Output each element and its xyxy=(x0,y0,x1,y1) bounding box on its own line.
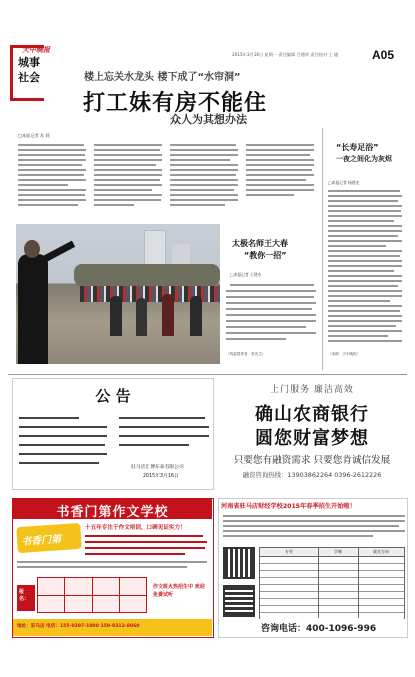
aside-body xyxy=(328,188,402,348)
aside-byline: □本报记者 杨建光 xyxy=(328,180,360,185)
photo-caption-line1: 太极名师王大春 xyxy=(232,239,288,248)
lead-body-columns xyxy=(18,142,316,216)
table-col-line xyxy=(358,548,359,618)
notice-company: 驻马店汇博东泰有限公司 xyxy=(131,465,184,470)
table-header-cell: 学制 xyxy=(334,549,342,554)
notice-body-left xyxy=(19,415,107,471)
qr-code[interactable] xyxy=(223,547,255,579)
bank-slogan: 只要您有融资需求 只要您肯诚信发展 xyxy=(233,455,391,466)
aside-story xyxy=(328,130,404,372)
lead-body-col-3 xyxy=(170,142,238,214)
photo-caption-line2: “教你一招” xyxy=(244,251,287,260)
table-header-cell: 就业方向 xyxy=(373,549,389,554)
major-table xyxy=(259,547,405,619)
photo-dancer xyxy=(162,294,174,336)
school-ad xyxy=(12,498,214,638)
school-logo-text: 书香门第 xyxy=(20,534,62,548)
lead-byline: □本报记者 苏 莉 xyxy=(18,133,50,138)
photo-dancer xyxy=(136,298,147,336)
table-rows xyxy=(260,557,404,619)
photo-source: （线索提供者：张先生） xyxy=(226,352,266,356)
section-line2: 社会 xyxy=(18,71,40,84)
notice-title: 公 告 xyxy=(95,387,131,405)
school-signup-label: 报名： xyxy=(17,585,35,611)
public-notice xyxy=(12,378,214,490)
lead-subhead: 众人为其想办法 xyxy=(170,113,247,126)
section-badge xyxy=(17,55,41,85)
school-logo xyxy=(16,523,82,553)
photo-performer-body xyxy=(18,254,48,364)
bank-ad xyxy=(218,380,406,490)
newspaper-logo: 天中晚报 xyxy=(22,45,50,54)
finance-title: 河南省驻马店财经学校2015年春季招生开始啦！ xyxy=(221,503,356,510)
grade-cell xyxy=(120,578,146,595)
photo-dancer xyxy=(190,296,202,336)
section-line1: 城事 xyxy=(18,56,40,69)
qr-code[interactable] xyxy=(223,585,255,617)
notice-body-right xyxy=(119,415,209,455)
table-col-line xyxy=(318,548,319,618)
school-info-text xyxy=(17,559,207,571)
school-address: 地址：驻马店 电话：155-0397-1000 159-9312-8060 xyxy=(17,624,140,629)
photo-performer-head xyxy=(24,240,40,258)
photo-performer-arm xyxy=(38,241,75,265)
school-title: 书香门第作文学校 xyxy=(56,505,169,520)
school-honors xyxy=(85,533,207,561)
grade-cell xyxy=(120,596,146,613)
finance-intro xyxy=(223,513,405,543)
lead-body-col-4 xyxy=(246,142,314,214)
aside-title-line2: 一夜之间化为灰烬 xyxy=(336,155,392,163)
school-grade-grid xyxy=(37,577,147,613)
bank-name: 确山农商银行 xyxy=(255,404,369,425)
bank-motto: 圆您财富梦想 xyxy=(255,428,369,449)
school-subtitle: 十五年专注于作文培训，口碑见证实力！ xyxy=(85,525,186,531)
bank-tagline: 上门服务 廉洁高效 xyxy=(270,385,354,395)
notice-date: 2015年3月16日 xyxy=(143,474,179,479)
finance-school-ad xyxy=(218,498,408,638)
bank-hotline: 融资咨询热线：13903862264 0396-2612226 xyxy=(242,471,382,479)
photo-body xyxy=(226,282,316,352)
grade-cell xyxy=(65,596,91,613)
section-rule xyxy=(8,374,407,375)
photo-trees xyxy=(74,264,220,286)
lead-body-col-1 xyxy=(18,142,86,214)
grade-cell xyxy=(38,578,64,595)
table-header-cell: 专业 xyxy=(285,549,293,554)
dateline: 2015年3月16日 星期一 责任编辑 吕德荣 责任校对 王 捷 xyxy=(232,52,339,57)
news-photo xyxy=(16,224,220,364)
photo-dancer xyxy=(110,296,122,336)
table-header xyxy=(260,548,404,557)
column-divider xyxy=(322,128,323,370)
lead-body-col-2 xyxy=(94,142,162,214)
grade-cell xyxy=(38,596,64,613)
grade-cell xyxy=(65,578,91,595)
aside-source: （来源：天中晚报） xyxy=(328,352,361,356)
aside-title-line1: “长寿足浴” xyxy=(336,143,379,152)
grade-cell xyxy=(93,578,119,595)
grade-cell xyxy=(93,596,119,613)
page-code: A05 xyxy=(372,48,395,62)
lead-headline: 打工妹有房不能住 xyxy=(83,90,268,116)
photo-byline: □本报记者 王建东 xyxy=(230,272,262,277)
school-promo: 作文班火热招生中 欢迎免费试听 xyxy=(153,584,205,598)
finance-phone: 咨询电话：400-1096-996 xyxy=(261,624,377,634)
lead-kicker: 楼上忘关水龙头 楼下成了“水帘洞” xyxy=(84,72,241,83)
photo-caption-block xyxy=(226,224,318,370)
